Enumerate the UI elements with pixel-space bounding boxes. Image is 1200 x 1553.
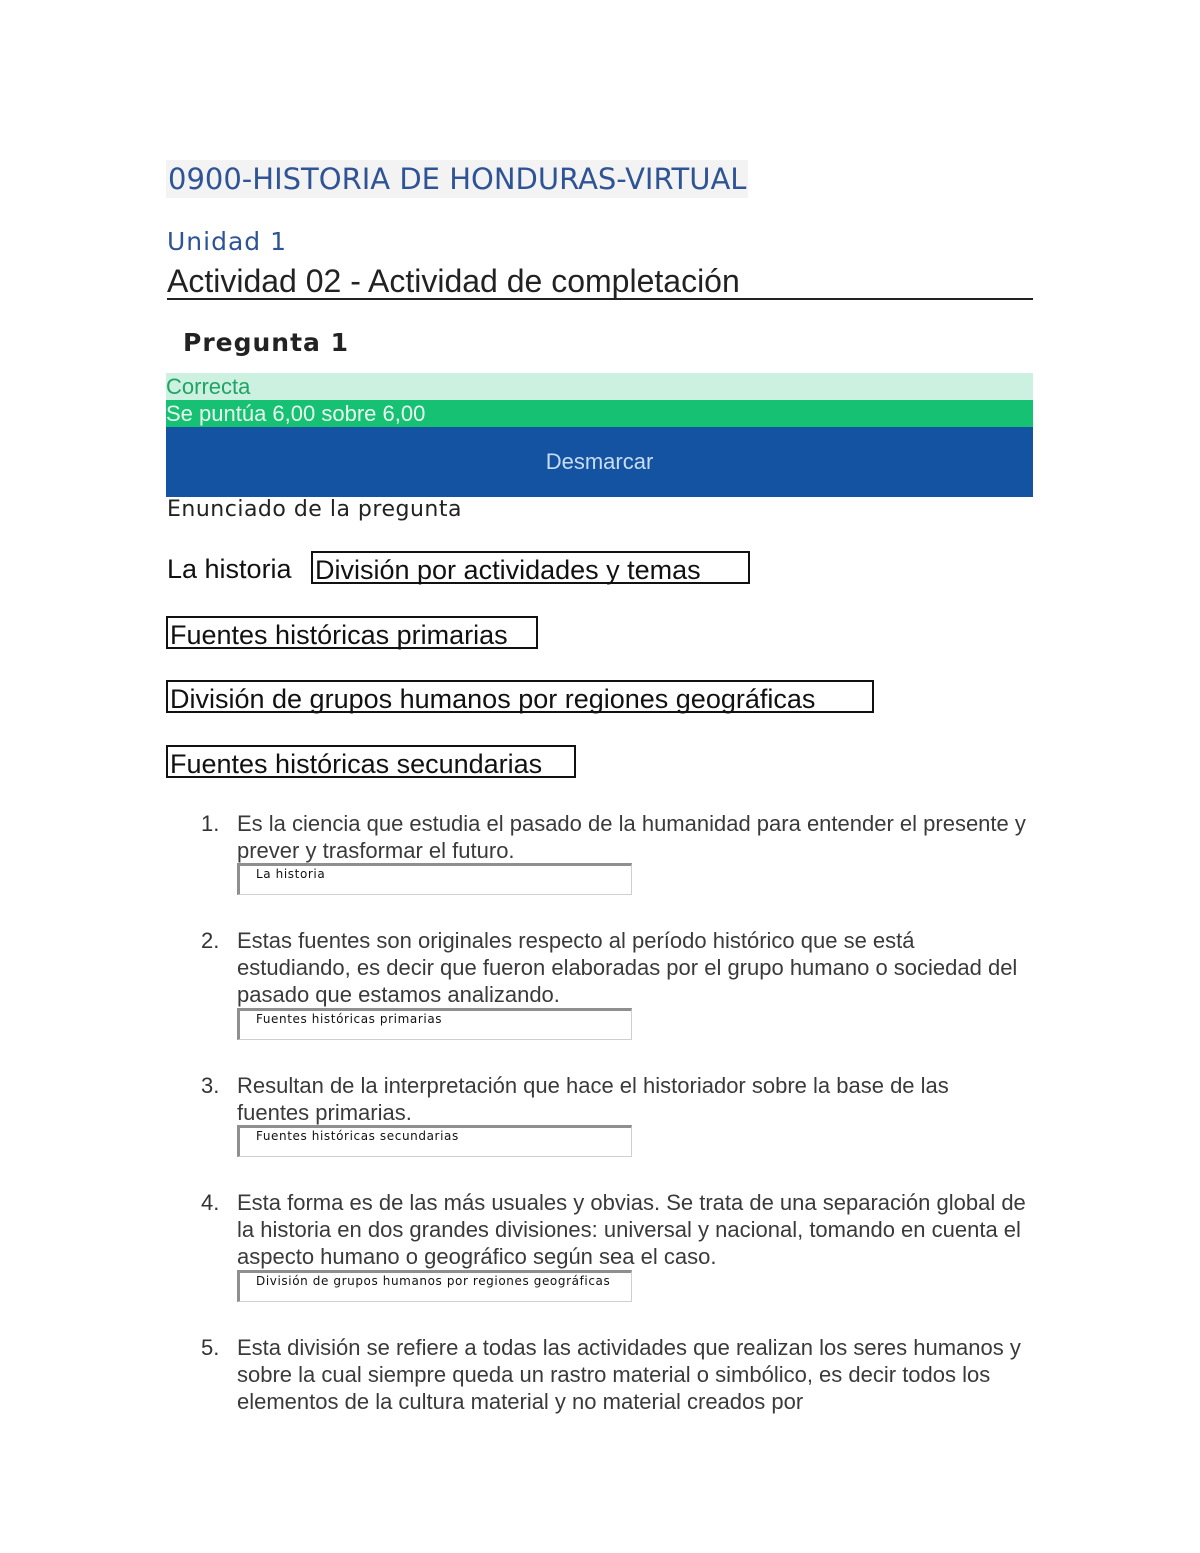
answer-field[interactable] <box>237 1125 632 1157</box>
answer-field[interactable] <box>237 863 632 895</box>
term-option-box[interactable]: División por actividades y temas <box>311 551 750 584</box>
course-title: 0900-HISTORIA DE HONDURAS-VIRTUAL <box>168 162 747 196</box>
answer-field[interactable] <box>237 1008 632 1040</box>
answer-field[interactable] <box>237 1270 632 1302</box>
list-item-number: 5. <box>201 1335 220 1360</box>
list-item-number: 1. <box>201 811 220 836</box>
term-option-box[interactable]: División de grupos humanos por regiones geográficas <box>166 680 874 713</box>
answer-value: Fuentes históricas secundarias <box>256 1129 459 1143</box>
question-title: Pregunta 1 <box>183 328 350 357</box>
answer-value: Fuentes históricas primarias <box>256 1012 443 1026</box>
unit-title: Unidad 1 <box>167 227 287 256</box>
status-correct-badge: Correcta <box>166 373 1033 400</box>
activity-title: Actividad 02 - Actividad de completación <box>167 262 1033 300</box>
score-text: Se puntúa 6,00 sobre 6,00 <box>166 400 1033 427</box>
unflag-button[interactable]: Desmarcar <box>166 427 1033 497</box>
definition-text: Esta forma es de las más usuales y obvias. Se trata de una separación global de la historia en dos grandes divisiones: universal y nacional, tomando en cuenta el aspecto humano o geográfico según sea el caso. <box>237 1190 1026 1269</box>
question-statement-label: Enunciado de la pregunta <box>167 497 462 522</box>
definition-text: Resultan de la interpretación que hace el historiador sobre la base de las fuentes primarias. <box>237 1073 949 1125</box>
term-option-box[interactable]: Fuentes históricas secundarias <box>166 745 576 778</box>
list-item-number: 3. <box>201 1073 220 1098</box>
answer-value: División de grupos humanos por regiones geográficas <box>256 1274 611 1288</box>
definition-text: Esta división se refiere a todas las actividades que realizan los seres humanos y sobre la cual siempre queda un rastro material o simbólico, es decir todos los elementos de la cultura material y no material creados por <box>237 1335 1021 1414</box>
term-option-box[interactable]: Fuentes históricas primarias <box>166 616 538 649</box>
answer-value: La historia <box>256 867 326 881</box>
definition-text: Estas fuentes son originales respecto al período histórico que se está estudiando, es decir que fueron elaboradas por el grupo humano o sociedad del pasado que estamos analizando. <box>237 928 1018 1007</box>
list-item-number: 2. <box>201 928 220 953</box>
definition-text: Es la ciencia que estudia el pasado de la humanidad para entender el presente y prever y trasformar el futuro. <box>237 811 1026 863</box>
list-item-number: 4. <box>201 1190 220 1215</box>
term-lead-text: La historia <box>167 554 292 584</box>
